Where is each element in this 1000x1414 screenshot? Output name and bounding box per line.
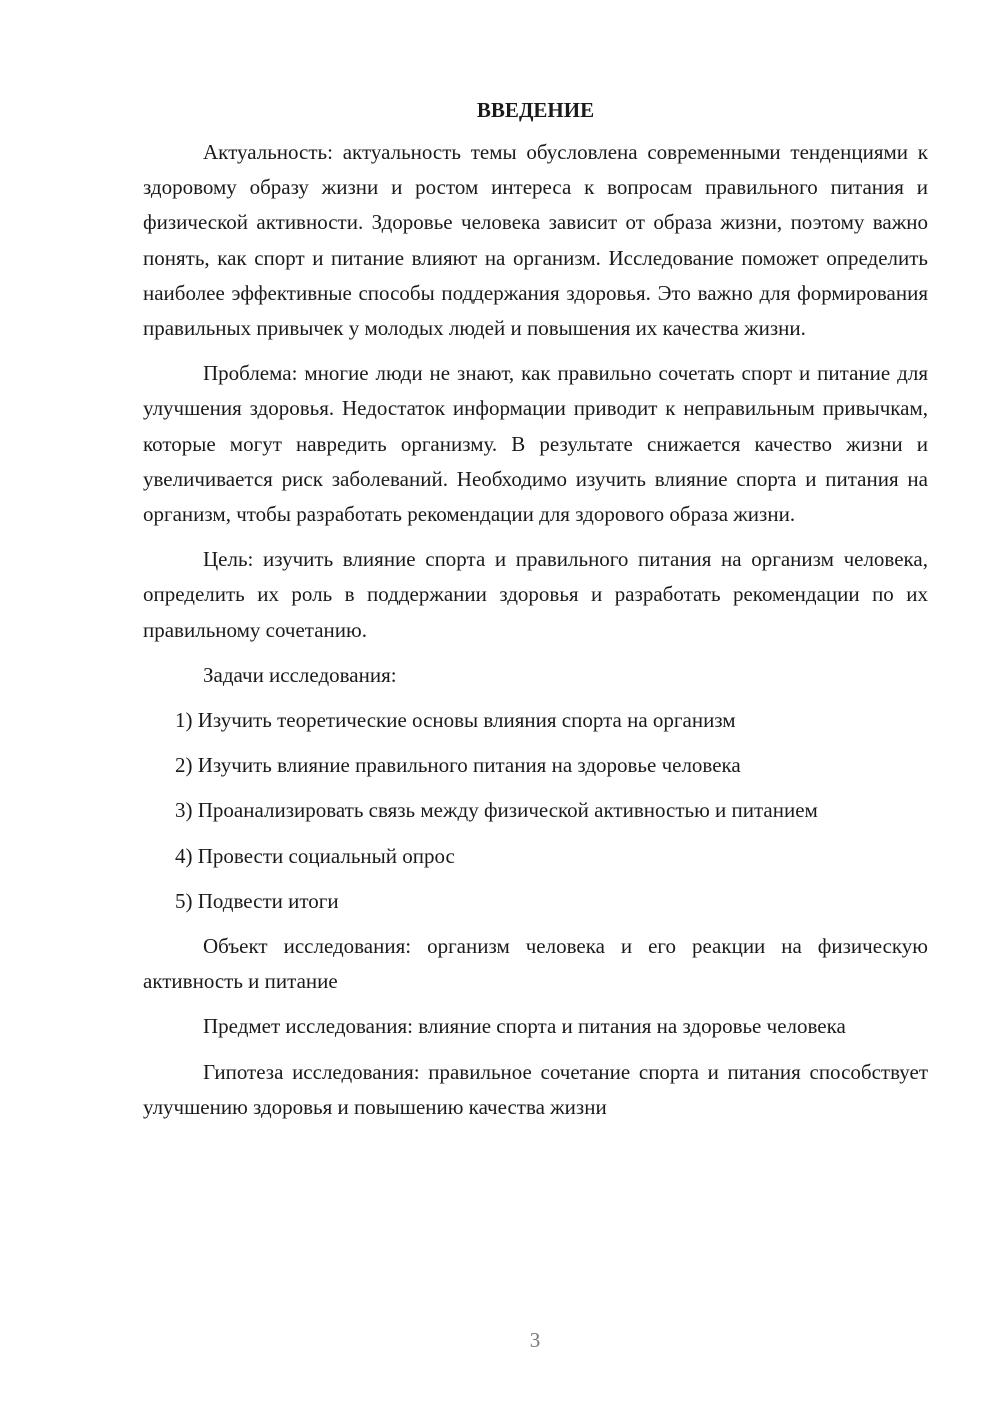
page-number: 3 bbox=[529, 1328, 541, 1352]
hypothesis-paragraph: Гипотеза исследования: правильное сочетание спорта и питания способствует улучшению здоровья и повышению качества жизни bbox=[143, 1059, 928, 1119]
subject-paragraph: Предмет исследования: влияние спорта и питания на здоровье человека bbox=[203, 1014, 846, 1039]
task-item: 2) Изучить влияние правильного питания на здоровье человека bbox=[175, 753, 741, 778]
page-title: ВВЕДЕНИЕ bbox=[476, 98, 595, 122]
task-item: 3) Проанализировать связь между физической активностью и питанием bbox=[175, 798, 818, 823]
goal-paragraph: Цель: изучить влияние спорта и правильного питания на организм человека, определить их роль в поддержании здоровья и разработать рекомендации по их правильному сочетанию. bbox=[143, 547, 928, 642]
task-item: 4) Провести социальный опрос bbox=[175, 843, 455, 868]
relevance-paragraph: Актуальность: актуальность темы обусловлена современными тенденциями к здоровому образу жизни и ростом интереса к вопросам правильного питания и физической активности. Здоровье человека зависит от образа жизни, поэтому важно понять, как спорт и питание влияют на организм. Исследование поможет определить наиболее эффективные способы поддержания здоровья. Это важно для формирования правильных привычек у молодых людей и повышения их качества жизни. bbox=[143, 140, 928, 341]
page-body bbox=[143, 93, 928, 1135]
problem-paragraph: Проблема: многие люди не знают, как правильно сочетать спорт и питание для улучшения здоровья. Недостаток информации приводит к неправильным привычкам, которые могут навредить организму. В результате снижается качество жизни и увеличивается риск заболеваний. Необходимо изучить влияние спорта и питания на организм, чтобы разработать рекомендации для здорового образа жизни. bbox=[143, 361, 928, 527]
tasks-heading: Задачи исследования: bbox=[203, 662, 397, 687]
object-paragraph: Объект исследования: организм человека и его реакции на физическую активность и питание bbox=[143, 934, 928, 994]
task-item: 5) Подвести итоги bbox=[175, 888, 339, 913]
task-item: 1) Изучить теоретические основы влияния спорта на организм bbox=[175, 708, 736, 733]
